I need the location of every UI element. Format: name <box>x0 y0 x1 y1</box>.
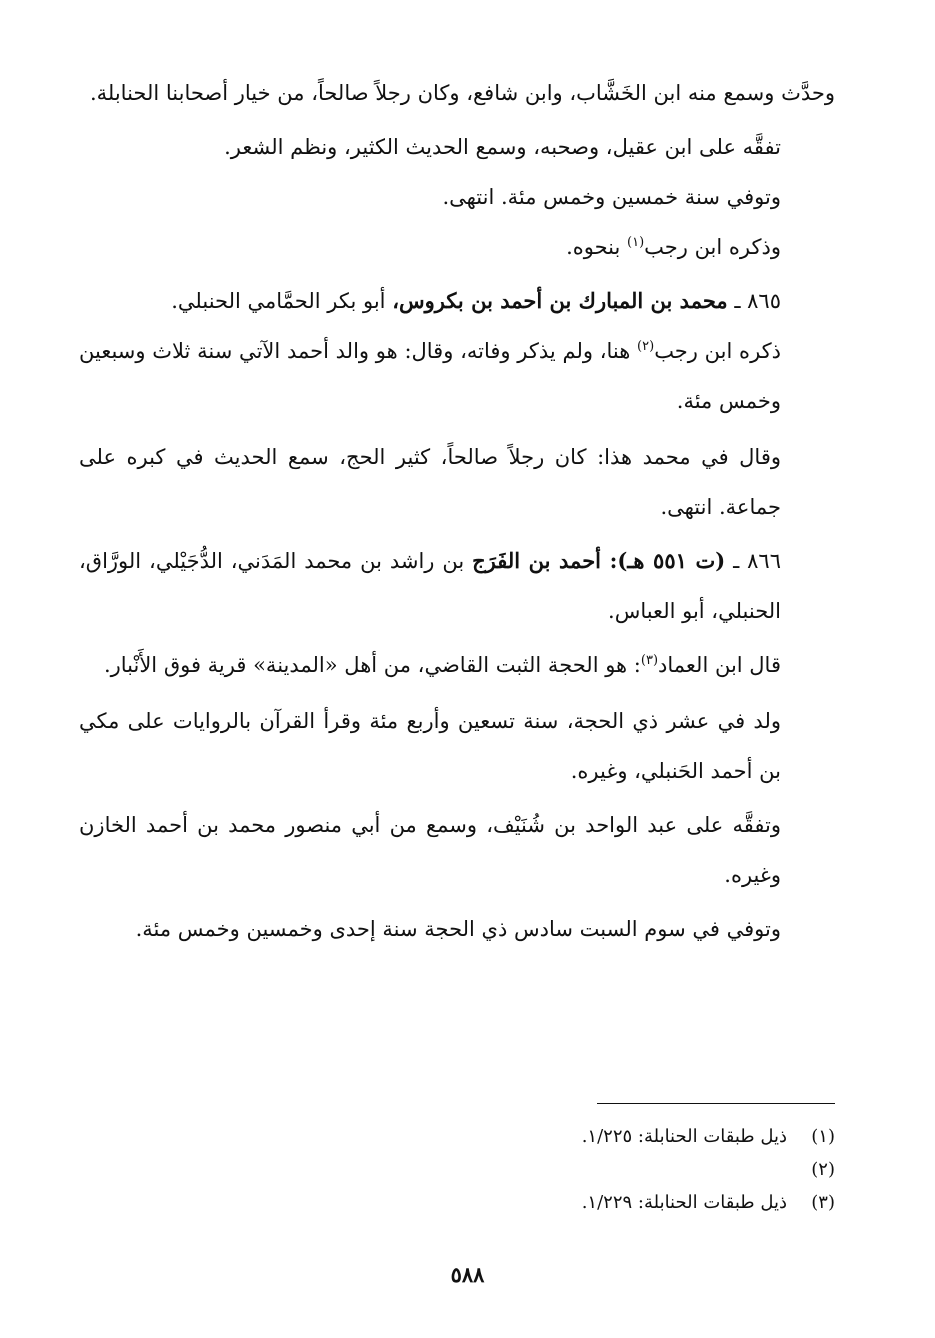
main-text-body <box>79 68 835 954</box>
entry-865-name: محمد بن المبارك بن أحمد بن بكروس، <box>392 288 728 313</box>
paragraph-12: وتوفي في سوم السبت سادس ذي الحجة سنة إحدى وخمسين وخمس مئة. <box>135 917 781 941</box>
entry-866-name: أحمد بن الفَرَج <box>472 548 602 573</box>
paragraph-4-text-a: وذكره ابن رجب <box>644 235 781 259</box>
footnote-3-text: ذيل طبقات الحنابلة: ١/٢٢٩. <box>581 1192 787 1213</box>
paragraph-9 <box>79 640 835 690</box>
page-number: ٥٨٨ <box>450 1262 485 1287</box>
footnote-ref-1: (١) <box>627 235 645 250</box>
footnote-ref-2: (٢) <box>637 339 655 354</box>
paragraph-4 <box>79 222 835 272</box>
footnotes-section <box>115 1120 835 1219</box>
paragraph-9-text-b: : هو الحجة الثبت القاضي، من أهل «المدينة» قرية فوق الأَنْبار. <box>103 653 641 677</box>
paragraph-2: تفقَّه على ابن عقيل، وصحبه، وسمع الحديث الكثير، ونظم الشعر. <box>224 135 781 159</box>
footnote-ref-3: (٣) <box>640 653 659 668</box>
footnote-1-number: (١) <box>811 1126 835 1147</box>
footnote-2-number: (٢) <box>811 1159 835 1180</box>
entry-865-rest: أبو بكر الحمَّامي الحنبلي. <box>171 289 393 313</box>
footnote-3-number: (٣) <box>811 1192 835 1213</box>
footnote-divider <box>597 1103 835 1104</box>
footnote-1 <box>115 1120 835 1153</box>
paragraph-10: ولد في عشر ذي الحجة، سنة تسعين وأربع مئة وقرأ القرآن بالروايات على مكي بن أحمد الحَنبلي، وغيره. <box>79 709 781 783</box>
paragraph-3: وتوفي سنة خمسين وخمس مئة. انتهى. <box>442 185 781 209</box>
entry-865-heading <box>79 276 835 326</box>
paragraph-11: وتفقَّه على عبد الواحد بن شُنَيْف، وسمع من أبي منصور محمد بن أحمد الخازن وغيره. <box>79 813 781 887</box>
paragraph-7: وقال في محمد هذا: كان رجلاً صالحاً، كثير الحج، سمع الحديث في كبره على جماعة. انتهى. <box>79 445 781 519</box>
paragraph-4-text-b: بنحوه. <box>566 235 628 259</box>
footnote-3 <box>115 1186 835 1219</box>
paragraph-6-text-b: هنا، ولم يذكر وفاته، وقال: هو والد أحمد الآتي سنة ثلاث وسبعين وخمس مئة. <box>79 339 781 413</box>
paragraph-6-text-a: ذكره ابن رجب <box>654 339 781 363</box>
entry-866-heading <box>79 536 835 636</box>
entry-865-number: ٨٦٥ ـ <box>727 289 781 313</box>
footnote-1-text: ذيل طبقات الحنابلة: ١/٢٢٥. <box>581 1126 787 1147</box>
paragraph-6 <box>79 326 835 426</box>
entry-866-number: ٨٦٦ ـ <box>725 549 781 573</box>
entry-866-rest: بن راشد بن محمد المَدَني، الدُّجَيْلي، الورَّاق، الحنبلي، أبو العباس. <box>79 549 781 623</box>
paragraph-9-text-a: قال ابن العماد <box>658 653 781 677</box>
paragraph-1: وحدَّث وسمع منه ابن الخَشَّاب، وابن شافع، وكان رجلاً صالحاً، من خيار أصحابنا الحنابلة. <box>89 81 835 105</box>
entry-866-date: (ت ٥٥١ هـ): <box>601 548 726 573</box>
footnote-2 <box>115 1153 835 1186</box>
